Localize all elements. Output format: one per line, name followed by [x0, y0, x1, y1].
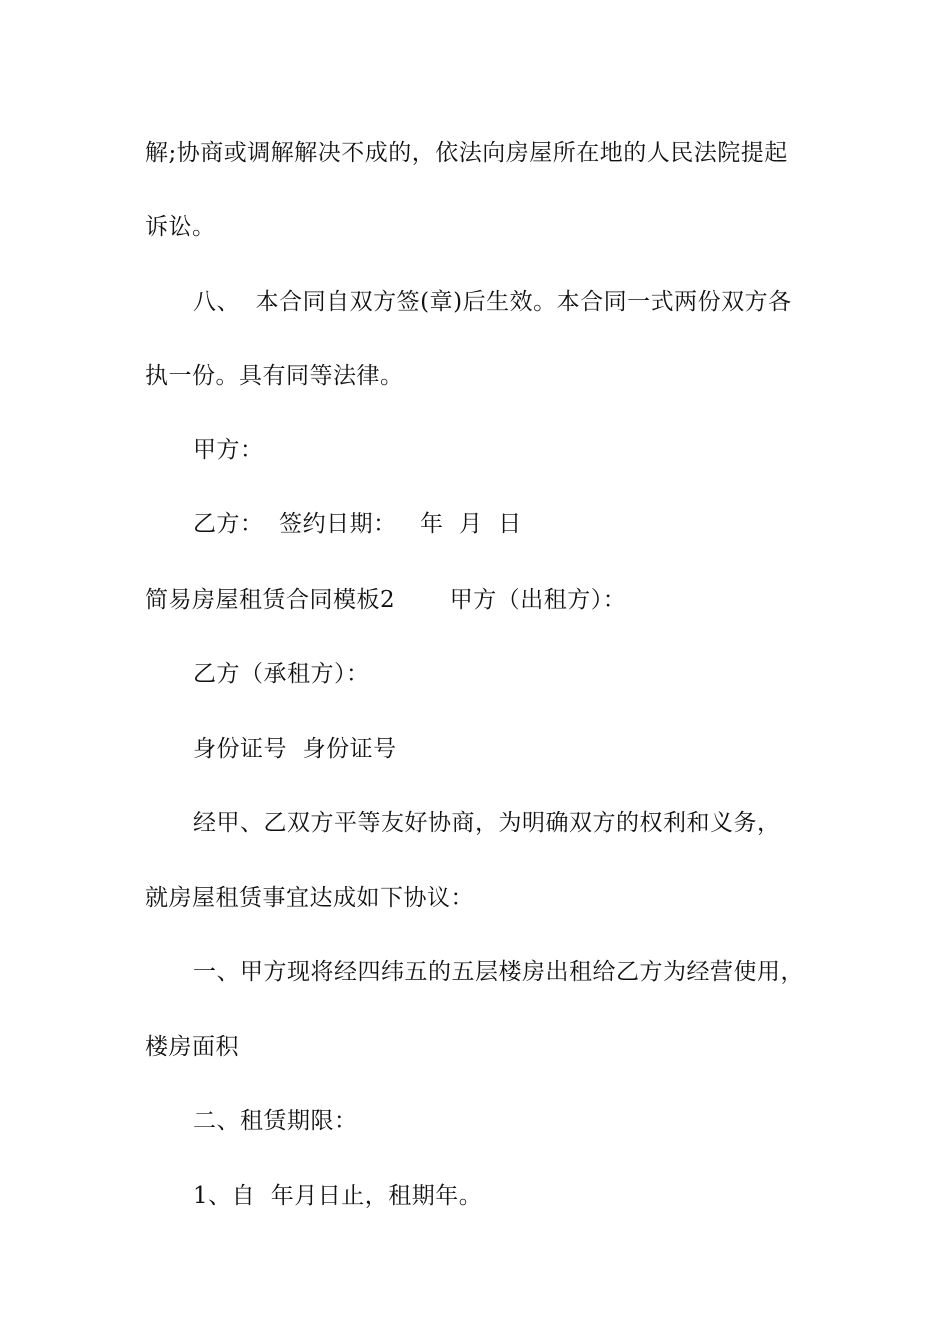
- clause-one: 一、甲方现将经四纬五的五层楼房出租给乙方为经营使用，: [193, 959, 804, 985]
- party-b-signing-date: 乙方： 签约日期： 年 月 日: [193, 511, 522, 537]
- paragraph-line: 执一份。具有同等法律。: [145, 363, 404, 389]
- paragraph-line: 就房屋租赁事宜达成如下协议：: [145, 885, 474, 911]
- lessee-label: 乙方（承租方）：: [193, 661, 370, 687]
- section-title: 简易房屋租赁合同模板2 甲方（出租方）：: [145, 587, 627, 613]
- clause-two-item-one: 1、自 年月日止，租期年。: [193, 1183, 483, 1209]
- paragraph-line: 楼房面积: [145, 1034, 239, 1060]
- id-number-labels: 身份证号 身份证号: [193, 736, 397, 762]
- clause-two-heading: 二、租赁期限：: [193, 1108, 358, 1134]
- paragraph-line: 八、 本合同自双方签(章)后生效。本合同一式两份双方各: [193, 289, 792, 315]
- paragraph-line: 经甲、乙双方平等友好协商，为明确双方的权利和义务，: [193, 810, 781, 836]
- paragraph-line: 诉讼。: [145, 214, 216, 240]
- paragraph-line: 解;协商或调解解决不成的，依法向房屋所在地的人民法院提起: [145, 140, 788, 166]
- party-a-label: 甲方：: [193, 437, 264, 463]
